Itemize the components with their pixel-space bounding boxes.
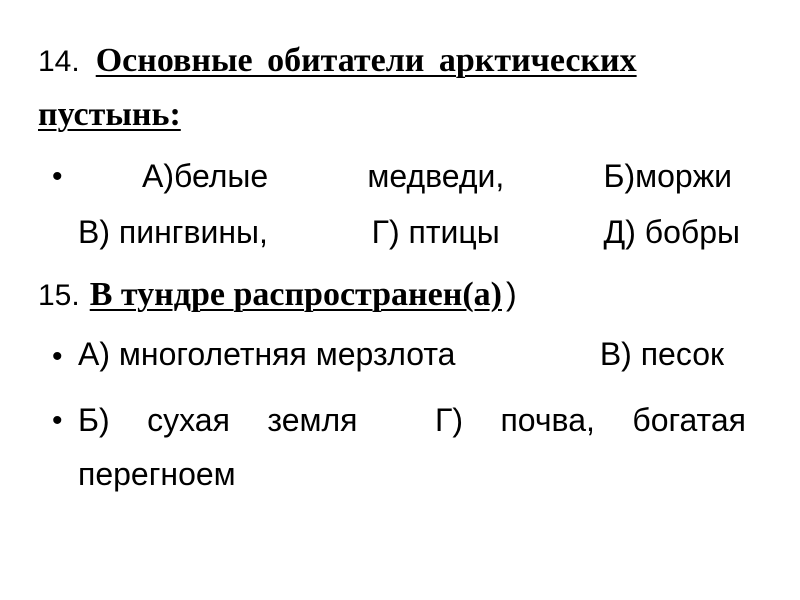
q15-bullet-1: • bbox=[52, 340, 63, 373]
q15-number: 15. bbox=[38, 279, 80, 312]
q14-number: 14. bbox=[38, 45, 80, 78]
q15-title-line bbox=[38, 276, 517, 314]
q15-answer-g-word1: почва, bbox=[500, 402, 595, 438]
q14-title: Основные обитатели арктических bbox=[95, 42, 637, 79]
q14-answers-row2 bbox=[78, 214, 740, 251]
q14-answer-b: Б)моржи bbox=[603, 158, 732, 194]
q15-answer-g-label: Г) bbox=[434, 402, 463, 438]
q14-title-line1 bbox=[38, 42, 637, 80]
q15-answer-b-word1: сухая bbox=[147, 402, 230, 438]
q15-answer-b-word2: земля bbox=[267, 402, 358, 438]
q15-answer-b-label: Б) bbox=[78, 402, 110, 438]
q14-title-cont: пустынь: bbox=[38, 96, 181, 133]
q14-answer-a: А)белые bbox=[142, 158, 269, 194]
q15-answer-g-word2: богатая bbox=[632, 402, 746, 438]
q14-title-line2-wrap bbox=[38, 96, 181, 134]
q14-answers-row1 bbox=[142, 158, 732, 195]
q15-answer-g-word3: перегноем bbox=[78, 456, 236, 492]
q15-title: В тундре распространен(а) bbox=[89, 276, 502, 313]
q15-title-closing: ) bbox=[505, 276, 517, 312]
q15-answer-v: В) песок bbox=[599, 336, 724, 372]
q15-answer-a: А) многолетняя мерзлота bbox=[78, 336, 456, 372]
q15-answers-row3 bbox=[78, 456, 236, 493]
q14-answer-d: Д) бобры bbox=[603, 214, 740, 250]
q14-answer-a-cont: медведи, bbox=[367, 158, 505, 194]
q14-bullet: • bbox=[52, 160, 63, 193]
q14-answer-g: Г) птицы bbox=[371, 214, 500, 250]
q15-answers-row2 bbox=[78, 402, 746, 439]
q15-bullet-2: • bbox=[52, 404, 63, 437]
q14-answer-v: В) пингвины, bbox=[78, 214, 268, 250]
q15-answers-row1 bbox=[78, 336, 724, 373]
